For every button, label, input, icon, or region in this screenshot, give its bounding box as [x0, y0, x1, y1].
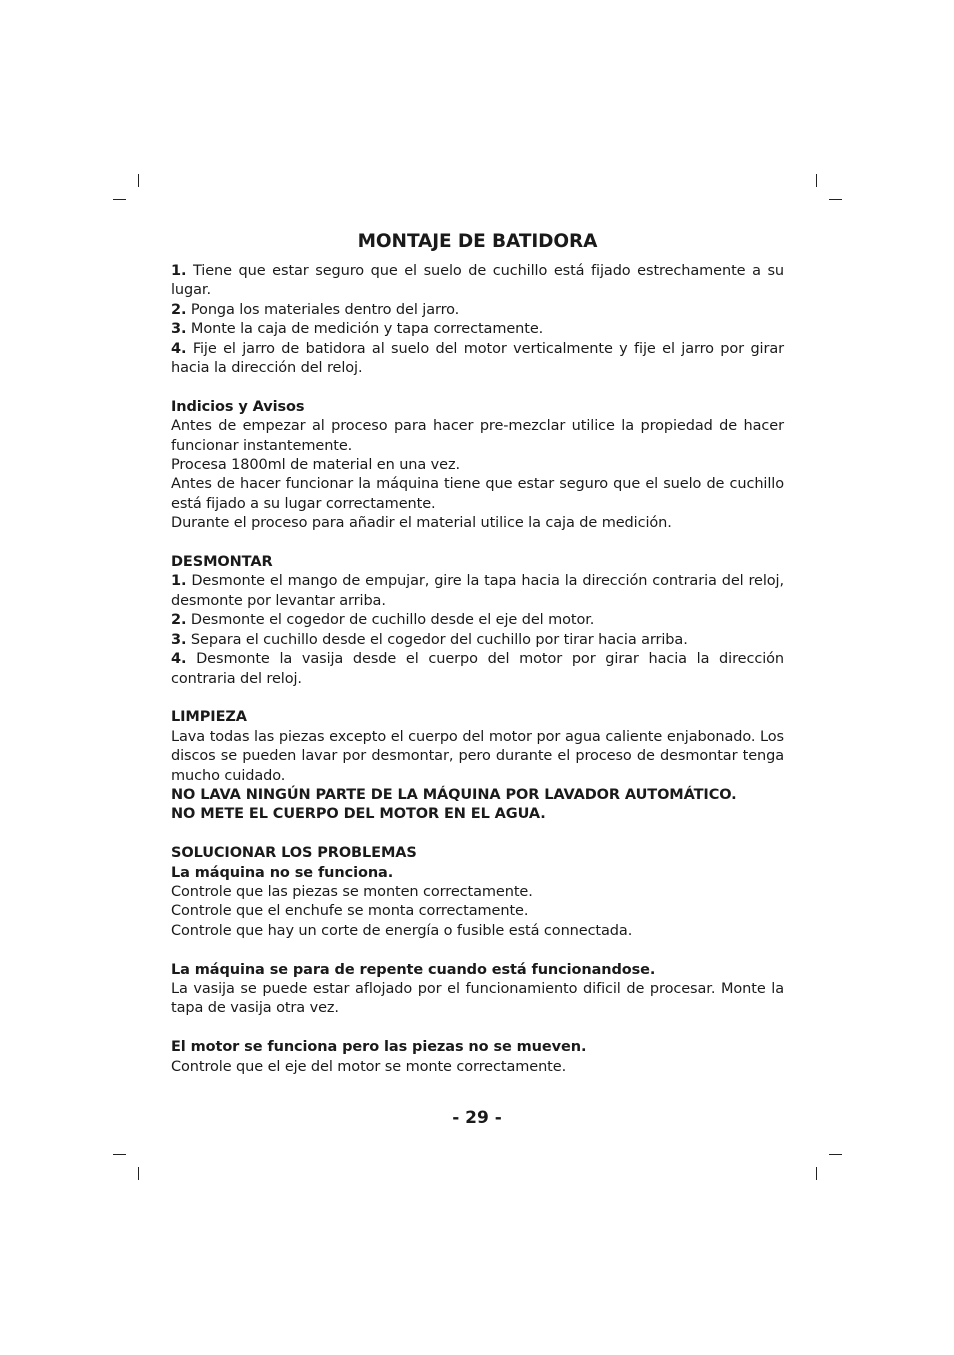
problem-solution: Controle que el eje del motor se monte correctamente. [171, 1058, 567, 1075]
step-number: 3. [171, 321, 187, 338]
crop-mark-bottom-left-vertical [138, 1167, 139, 1180]
step-text: Monte la caja de medición y tapa correctamente. [190, 321, 544, 338]
step-text: Desmonte el mango de empujar, gire la tapa hacia la dirección contraria del reloj, desmonte por levantar arriba. [171, 573, 784, 609]
disassembly-step-3 [171, 631, 784, 650]
tips-heading: Indicios y Avisos [171, 398, 305, 415]
cleaning-text: Lava todas las piezas excepto el cuerpo del motor por agua caliente enjabonado. Los discos se pueden lavar por desmontar, pero durante el proceso de desmontar tenga mucho cuidado. [171, 728, 784, 784]
step-number: 2. [171, 612, 187, 629]
step-number: 2. [171, 301, 187, 318]
document-body [171, 229, 784, 1077]
problem-solution: Controle que hay un corte de energía o fusible está connectada. [171, 922, 633, 939]
assembly-step-3 [171, 320, 784, 339]
step-number: 4. [171, 340, 187, 357]
crop-mark-top-right-vertical [816, 174, 817, 187]
step-number: 1. [171, 263, 187, 279]
assembly-step-1 [171, 262, 784, 301]
step-text: Separa el cuchillo desde el cogedor del cuchillo por tirar hacia arriba. [190, 631, 688, 648]
crop-mark-top-right-horizontal [829, 199, 842, 200]
disassembly-step-2 [171, 611, 784, 630]
tips-line: Procesa 1800ml de material en una vez. [171, 457, 460, 474]
assembly-step-4 [171, 340, 784, 379]
problem-title: La máquina se para de repente cuando está funcionandose. [171, 961, 656, 978]
disassembly-heading: DESMONTAR [171, 554, 273, 571]
tips-line: Durante el proceso para añadir el material utilice la caja de medición. [171, 515, 672, 532]
step-text: Fije el jarro de batidora al suelo del motor verticalmente y fije el jarro por girar hacia la dirección del reloj. [171, 340, 784, 377]
problem-solution: Controle que las piezas se monten correctamente. [171, 883, 533, 900]
step-text: Desmonte el cogedor de cuchillo desde el eje del motor. [190, 612, 595, 629]
step-number: 1. [171, 573, 187, 590]
problem-solution: La vasija se puede estar aflojado por el funcionamiento dificil de procesar. Monte la tapa de vasija otra vez. [171, 980, 784, 1017]
cleaning-warning: NO METE EL CUERPO DEL MOTOR EN EL AGUA. [171, 806, 546, 823]
disassembly-step-1 [171, 572, 784, 611]
assembly-step-2 [171, 301, 784, 320]
page-title: MONTAJE DE BATIDORA [357, 231, 598, 252]
crop-mark-bottom-right-vertical [816, 1167, 817, 1180]
crop-mark-bottom-left-horizontal [113, 1154, 126, 1155]
tips-line: Antes de empezar al proceso para hacer pre-mezclar utilice la propiedad de hacer funcionar instantemente. [171, 418, 784, 454]
crop-mark-top-left-vertical [138, 174, 139, 187]
crop-mark-top-left-horizontal [113, 199, 126, 200]
cleaning-heading: LIMPIEZA [171, 709, 247, 726]
step-text: Ponga los materiales dentro del jarro. [190, 301, 460, 318]
crop-mark-bottom-right-horizontal [829, 1154, 842, 1155]
troubleshooting-heading: SOLUCIONAR LOS PROBLEMAS [171, 845, 417, 862]
disassembly-step-4 [171, 650, 784, 689]
step-number: 3. [171, 631, 187, 648]
cleaning-warning: NO LAVA NINGÚN PARTE DE LA MÁQUINA POR LAVADOR AUTOMÁTICO. [171, 786, 737, 803]
step-text: Tiene que estar seguro que el suelo de cuchillo está fijado estrechamente a su lugar. [171, 263, 784, 299]
step-text: Desmonte la vasija desde el cuerpo del motor por girar hacia la dirección contraria del reloj. [171, 651, 784, 687]
problem-title: El motor se funciona pero las piezas no se mueven. [171, 1039, 587, 1056]
problem-title: La máquina no se funciona. [171, 864, 394, 881]
step-number: 4. [171, 651, 187, 668]
problem-solution: Controle que el enchufe se monta correctamente. [171, 903, 529, 920]
page-number: - 29 - [452, 1108, 502, 1128]
tips-line: Antes de hacer funcionar la máquina tiene que estar seguro que el suelo de cuchillo está fijado a su lugar correctamente. [171, 476, 784, 512]
